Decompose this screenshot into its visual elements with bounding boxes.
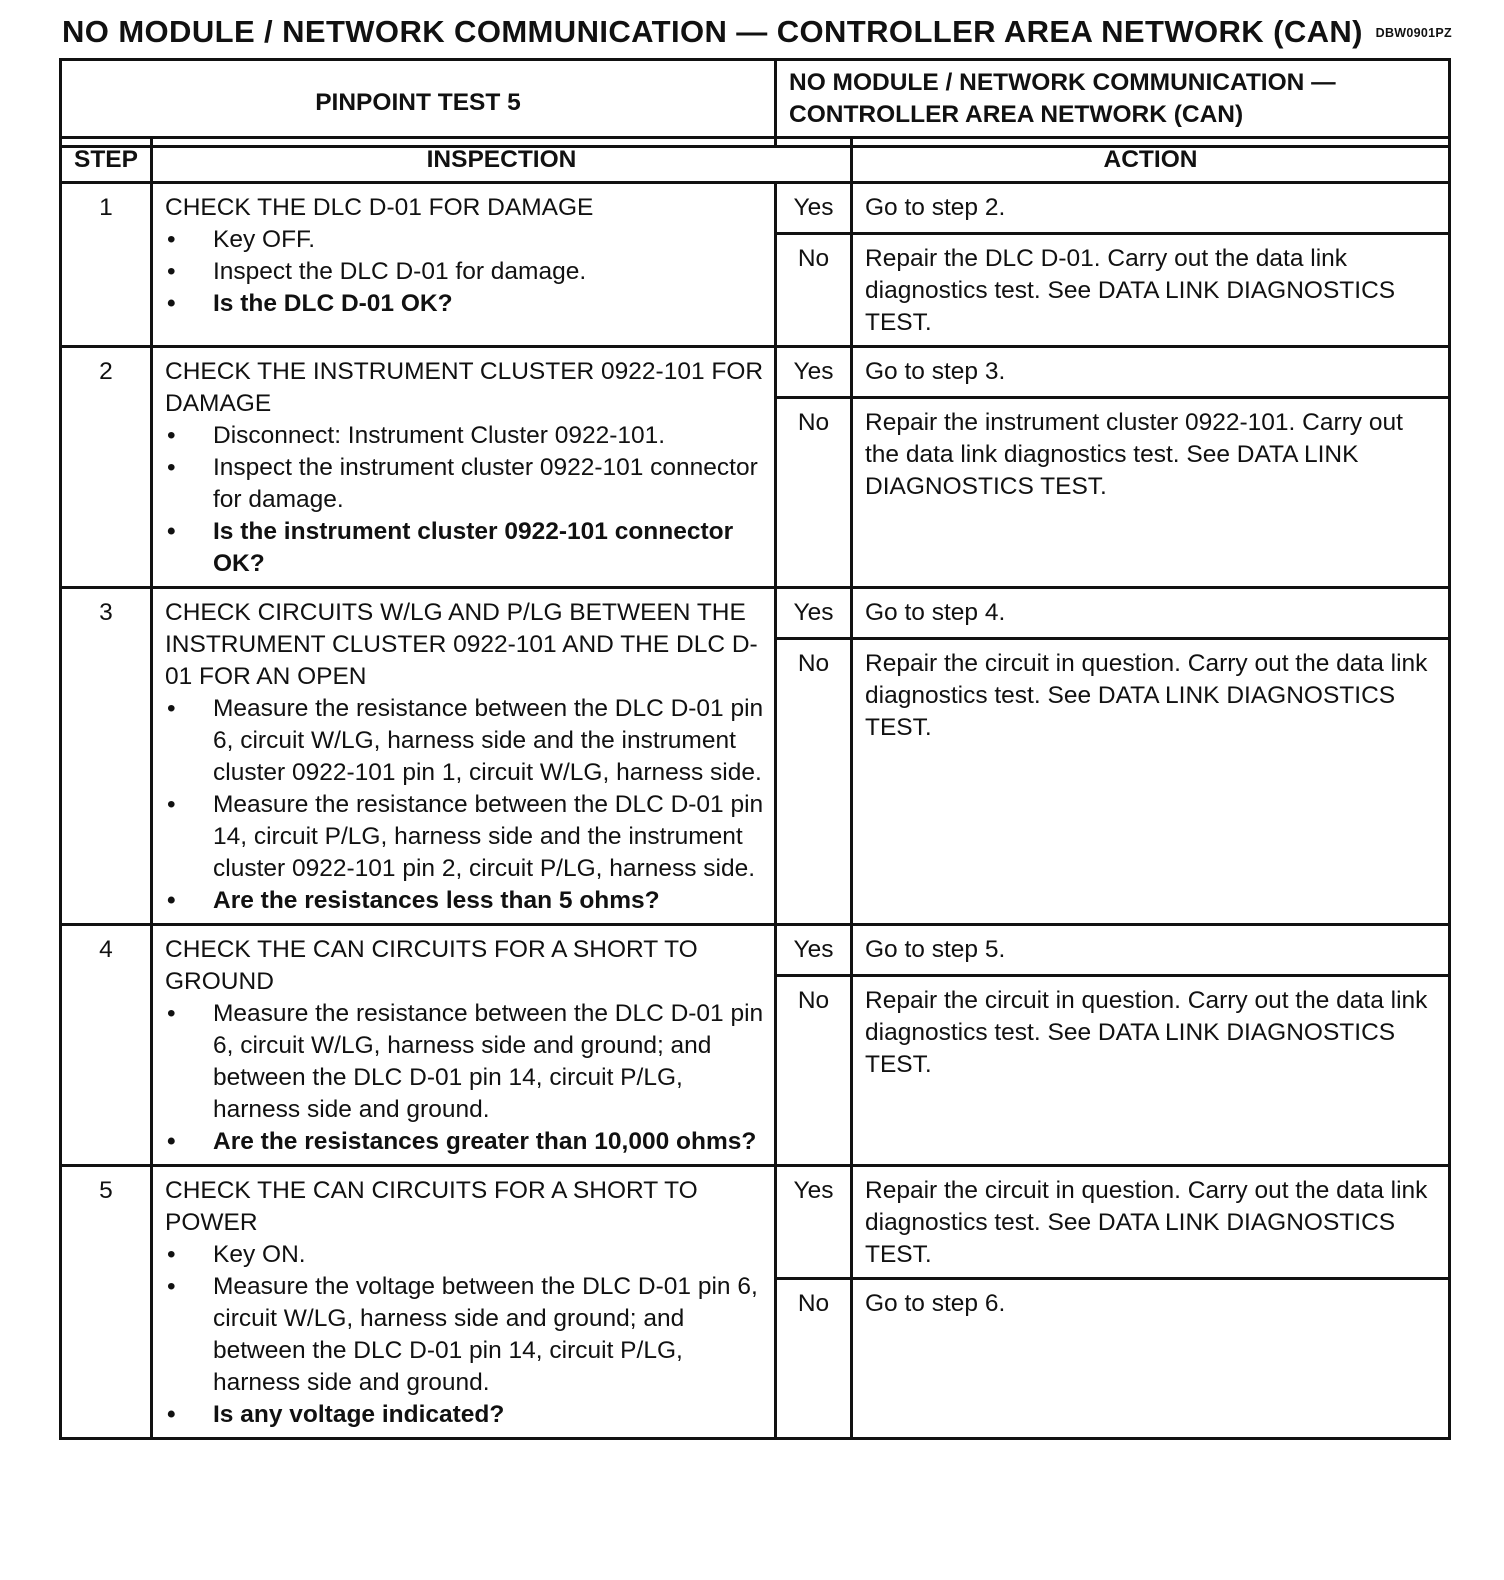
- no-label: No: [776, 976, 852, 1166]
- column-step: STEP: [61, 138, 152, 183]
- step-number: 4: [61, 925, 152, 1166]
- step-inspection: [152, 183, 776, 347]
- step-question: • Is the instrument cluster 0922-101 connector OK?: [165, 516, 764, 580]
- yes-label: Yes: [776, 347, 852, 398]
- step-bullets: [165, 224, 764, 320]
- document-code: DBW0901PZ: [1375, 26, 1452, 40]
- yes-action: Repair the circuit in question. Carry out the data link diagnostics test. See DATA LINK DIAGNOSTICS TEST.: [852, 1166, 1450, 1279]
- list-item: • Measure the resistance between the DLC D-01 pin 6, circuit W/LG, harness side and the instrument cluster 0922-101 pin 1, circuit W/LG, harness side.: [165, 693, 764, 789]
- table-row: [61, 588, 1450, 639]
- no-label: No: [776, 1279, 852, 1439]
- no-label: No: [776, 234, 852, 347]
- list-item: • Measure the resistance between the DLC D-01 pin 14, circuit P/LG, harness side and the instrument cluster 0922-101 pin 2, circuit P/LG, harness side.: [165, 789, 764, 885]
- no-action: Repair the instrument cluster 0922-101. Carry out the data link diagnostics test. See DATA LINK DIAGNOSTICS TEST.: [852, 398, 1450, 588]
- list-item: • Inspect the instrument cluster 0922-101 connector for damage.: [165, 452, 764, 516]
- yes-label: Yes: [776, 1166, 852, 1279]
- column-action: ACTION: [852, 138, 1450, 183]
- column-inspection: INSPECTION: [152, 138, 852, 183]
- yes-label: Yes: [776, 588, 852, 639]
- yes-action: Go to step 4.: [852, 588, 1450, 639]
- step-question: • Are the resistances less than 5 ohms?: [165, 885, 764, 917]
- step-number: 3: [61, 588, 152, 925]
- table-row: [61, 1166, 1450, 1279]
- page-heading: [62, 14, 1452, 54]
- step-question: • Are the resistances greater than 10,000 ohms?: [165, 1126, 764, 1158]
- yes-action: Go to step 3.: [852, 347, 1450, 398]
- steps-table: [59, 136, 1451, 1440]
- column-header-row: [61, 138, 1450, 183]
- yes-label: Yes: [776, 925, 852, 976]
- no-label: No: [776, 639, 852, 925]
- table-row: [61, 347, 1450, 398]
- step-number: 2: [61, 347, 152, 588]
- table-row: [61, 183, 1450, 234]
- list-item: • Key OFF.: [165, 224, 764, 256]
- pinpoint-test-table: [59, 58, 1451, 148]
- step-heading: CHECK THE CAN CIRCUITS FOR A SHORT TO POWER: [165, 1177, 698, 1236]
- step-inspection: [152, 588, 776, 925]
- list-item: • Key ON.: [165, 1239, 764, 1271]
- list-item: • Inspect the DLC D-01 for damage.: [165, 256, 764, 288]
- pinpoint-test-title: NO MODULE / NETWORK COMMUNICATION — CONTROLLER AREA NETWORK (CAN): [776, 60, 1450, 147]
- page-title: NO MODULE / NETWORK COMMUNICATION — CONTROLLER AREA NETWORK (CAN): [62, 14, 1363, 49]
- test-header-row: [61, 60, 1450, 147]
- step-bullets: [165, 998, 764, 1158]
- step-heading: CHECK THE INSTRUMENT CLUSTER 0922-101 FOR DAMAGE: [165, 358, 764, 417]
- yes-action: Go to step 2.: [852, 183, 1450, 234]
- step-bullets: [165, 693, 764, 917]
- step-heading: CHECK THE CAN CIRCUITS FOR A SHORT TO GROUND: [165, 936, 698, 995]
- step-question: • Is the DLC D-01 OK?: [165, 288, 764, 320]
- table-row: [61, 925, 1450, 976]
- no-action: Repair the circuit in question. Carry out the data link diagnostics test. See DATA LINK DIAGNOSTICS TEST.: [852, 976, 1450, 1166]
- list-item: • Measure the voltage between the DLC D-01 pin 6, circuit W/LG, harness side and ground; and between the DLC D-01 pin 14, circuit P/LG, harness side and ground.: [165, 1271, 764, 1399]
- list-item: • Disconnect: Instrument Cluster 0922-101.: [165, 420, 764, 452]
- no-action: Repair the DLC D-01. Carry out the data link diagnostics test. See DATA LINK DIAGNOSTICS TEST.: [852, 234, 1450, 347]
- step-number: 1: [61, 183, 152, 347]
- step-inspection: [152, 347, 776, 588]
- step-heading: CHECK THE DLC D-01 FOR DAMAGE: [165, 194, 594, 221]
- pinpoint-test-label: PINPOINT TEST 5: [61, 60, 776, 147]
- list-item: • Measure the resistance between the DLC D-01 pin 6, circuit W/LG, harness side and ground; and between the DLC D-01 pin 14, circuit P/LG, harness side and ground.: [165, 998, 764, 1126]
- step-bullets: [165, 1239, 764, 1431]
- step-inspection: [152, 1166, 776, 1439]
- yes-action: Go to step 5.: [852, 925, 1450, 976]
- step-number: 5: [61, 1166, 152, 1439]
- no-label: No: [776, 398, 852, 588]
- step-inspection: [152, 925, 776, 1166]
- step-bullets: [165, 420, 764, 580]
- step-heading: CHECK CIRCUITS W/LG AND P/LG BETWEEN THE INSTRUMENT CLUSTER 0922-101 AND THE DLC D-01 FOR AN OPEN: [165, 599, 758, 690]
- no-action: Repair the circuit in question. Carry out the data link diagnostics test. See DATA LINK DIAGNOSTICS TEST.: [852, 639, 1450, 925]
- step-question: • Is any voltage indicated?: [165, 1399, 764, 1431]
- no-action: Go to step 6.: [852, 1279, 1450, 1439]
- yes-label: Yes: [776, 183, 852, 234]
